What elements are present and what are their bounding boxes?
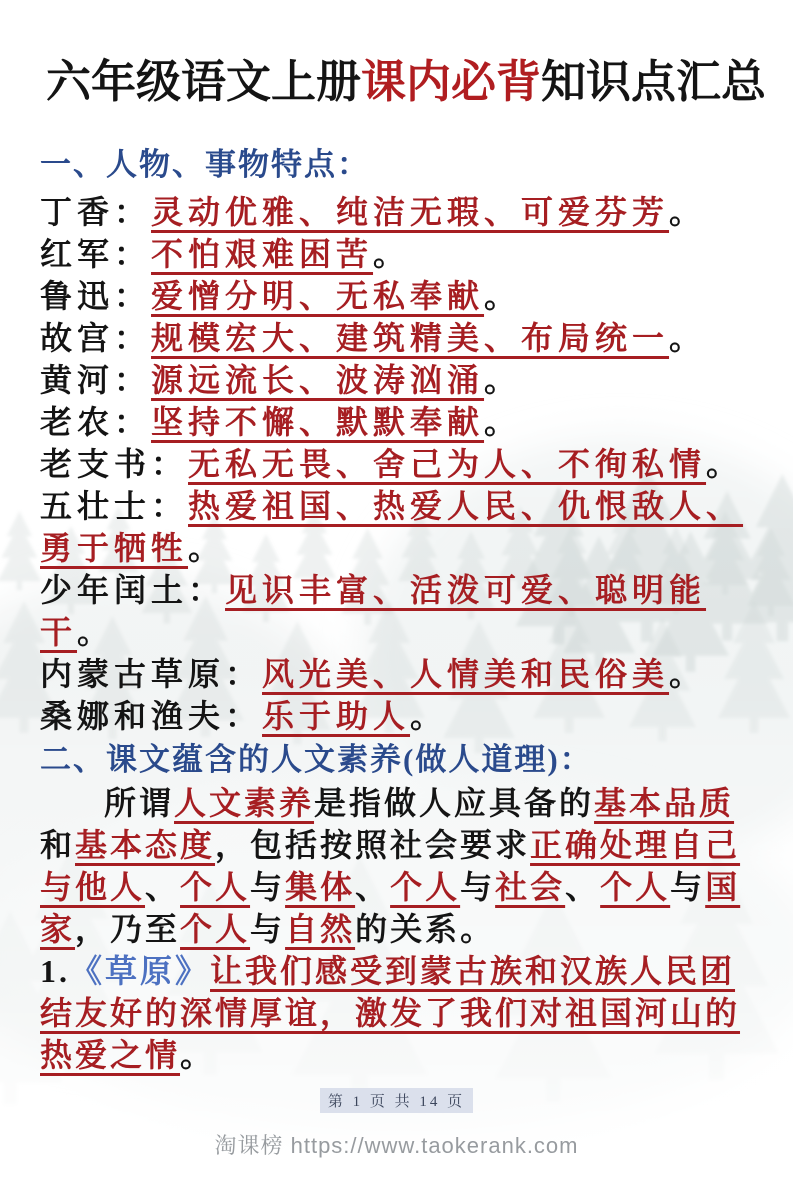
- text-segment: 、: [355, 869, 391, 906]
- item-value: 规模宏大、建筑精美、布局统一: [151, 319, 670, 356]
- text-segment: 正确处理自己与他人: [40, 827, 741, 906]
- item-tail: 。: [77, 613, 115, 650]
- item-label: 鲁迅：: [40, 277, 152, 314]
- feature-item-runtu: [40, 569, 753, 653]
- text-segment: 所谓: [104, 785, 175, 822]
- item-value: 源远流长、波涛汹涌: [151, 361, 485, 398]
- text-segment: ，包括按照社会要求: [215, 827, 531, 864]
- item-tail: 。: [669, 319, 707, 356]
- item-label: 五壮士：: [40, 487, 189, 524]
- text-segment: 基本态度: [75, 827, 216, 864]
- item-value: 风光美、人情美和民俗美: [262, 655, 670, 692]
- feature-item-sangna: [40, 695, 753, 737]
- text-segment: 与: [670, 869, 706, 906]
- item-tail: 。: [484, 403, 522, 440]
- text-segment: 集体: [285, 869, 356, 906]
- item-tail: 。: [669, 655, 707, 692]
- lesson-title: 《草原》: [70, 953, 211, 990]
- lesson-item-caoyuan: [40, 950, 753, 1076]
- text-segment: 、: [565, 869, 601, 906]
- item-label: 桑娜和渔夫：: [40, 697, 263, 734]
- section1-heading: 一、人物、事物特点：: [40, 146, 370, 182]
- item-tail: 。: [484, 277, 522, 314]
- text-segment: 是指做人应具备的: [314, 785, 595, 822]
- text-segment: 个人: [390, 869, 461, 906]
- item-label: 故宫：: [40, 319, 152, 356]
- item-tail: 。: [373, 235, 411, 272]
- page-number-badge: 第 1 页 共 14 页: [320, 1088, 473, 1113]
- text-segment: 与: [250, 869, 286, 906]
- text-segment: 人文素养: [174, 785, 315, 822]
- feature-item-dingxiang: [40, 191, 753, 233]
- item-value: 坚持不懈、默默奉献: [151, 403, 485, 440]
- item-label: 内蒙古草原：: [40, 655, 263, 692]
- item-value: 见识丰富、活泼可爱、聪明能干: [40, 571, 707, 650]
- item-tail: 。: [484, 361, 522, 398]
- lesson-number: 1.: [40, 953, 70, 990]
- item-value: 不怕艰难困苦: [151, 235, 374, 272]
- title-part-black-1: 六年级语文上册: [46, 56, 362, 107]
- feature-item-caoyuan: [40, 653, 753, 695]
- text-segment: 和: [40, 827, 76, 864]
- page-number-row: [40, 1088, 753, 1113]
- feature-item-huanghe: [40, 359, 753, 401]
- item-value: 热爱祖国、热爱人民、仇恨敌人、勇于牺牲: [40, 487, 744, 566]
- text-segment: 自然: [285, 911, 356, 948]
- text-segment: 、: [145, 869, 181, 906]
- text-segment: 的关系。: [355, 911, 496, 948]
- title-part-red: 课内必背: [361, 56, 542, 107]
- item-tail: 。: [669, 193, 707, 230]
- item-label: 少年闰土：: [40, 571, 226, 608]
- text-segment: 个人: [600, 869, 671, 906]
- feature-item-wuzhuangshi: [40, 485, 753, 569]
- text-segment: 国家: [40, 869, 741, 948]
- item-value: 爱憎分明、无私奉献: [151, 277, 485, 314]
- item-label: 红军：: [40, 235, 152, 272]
- item-label: 老支书：: [40, 445, 189, 482]
- item-label: 老农：: [40, 403, 152, 440]
- humanity-paragraph: [40, 782, 753, 950]
- feature-item-laozhishu: [40, 443, 753, 485]
- text-segment: 个人: [180, 869, 251, 906]
- item-value: 乐于助人: [262, 697, 411, 734]
- item-tail: 。: [410, 697, 448, 734]
- document-content: [0, 56, 793, 1160]
- page-title: [46, 56, 767, 108]
- text-segment: 社会: [495, 869, 566, 906]
- item-tail: 。: [706, 445, 744, 482]
- lesson-tail: 。: [180, 1037, 216, 1074]
- section2-heading: 二、课文蕴含的人文素养(做人道理)：: [40, 741, 593, 777]
- text-segment: 与: [250, 911, 286, 948]
- text-segment: 与: [460, 869, 496, 906]
- item-label: 黄河：: [40, 361, 152, 398]
- feature-item-hongjun: [40, 233, 753, 275]
- text-segment: ，乃至: [75, 911, 181, 948]
- item-tail: 。: [188, 529, 226, 566]
- text-segment: 个人: [180, 911, 251, 948]
- text-segment: 基本品质: [594, 785, 735, 822]
- feature-item-laonong: [40, 401, 753, 443]
- item-value: 灵动优雅、纯洁无瑕、可爱芬芳: [151, 193, 670, 230]
- lesson-takeaway: 让我们感受到蒙古族和汉族人民团结友好的深情厚谊，激发了我们对祖国河山的热爱之情: [40, 953, 741, 1074]
- feature-item-luxun: [40, 275, 753, 317]
- feature-item-gugong: [40, 317, 753, 359]
- document-page: [0, 56, 793, 1178]
- item-value: 无私无畏、舍己为人、不徇私情: [188, 445, 707, 482]
- title-part-black-2: 知识点汇总: [541, 56, 767, 107]
- site-watermark: 淘课榜 https://www.taokerank.com: [214, 1133, 579, 1159]
- item-label: 丁香：: [40, 193, 152, 230]
